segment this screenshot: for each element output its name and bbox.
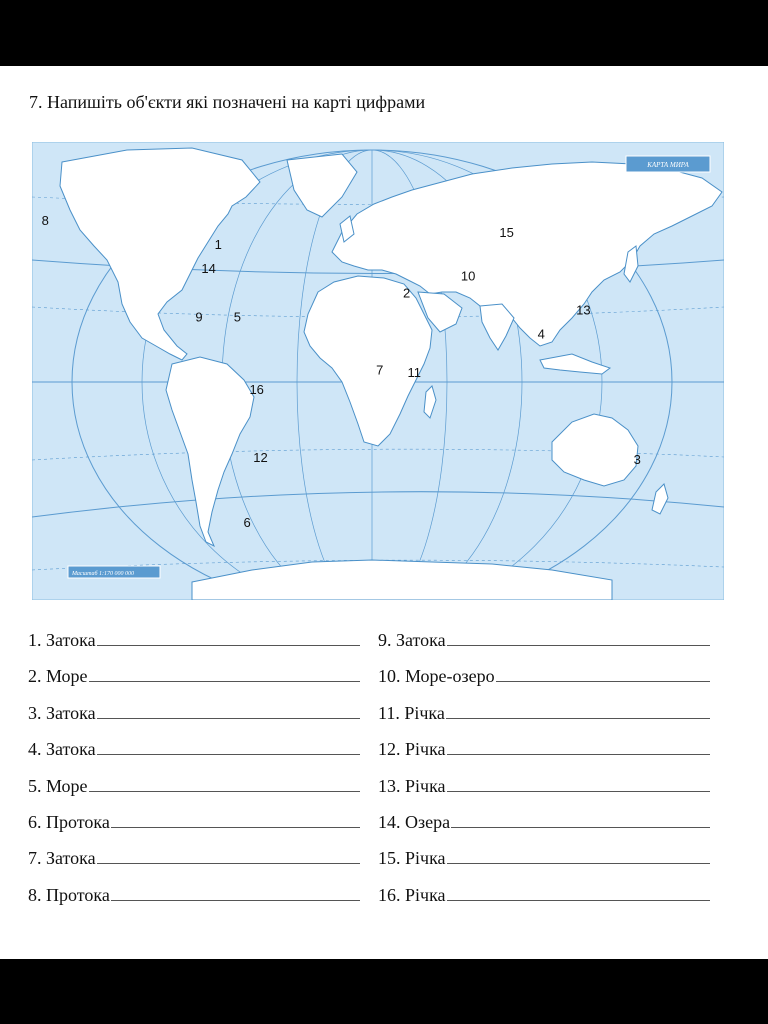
map-scale-text: Масштаб 1:170 000 000	[72, 571, 135, 577]
answer-label: 1. Затока	[28, 630, 96, 650]
answer-row	[378, 662, 710, 686]
answer-row	[28, 626, 360, 650]
answer-row	[378, 735, 710, 759]
map-marker-1: 1	[214, 237, 222, 253]
answer-row	[28, 844, 360, 868]
answer-label: 7. Затока	[28, 848, 96, 869]
map-marker-11: 11	[407, 365, 422, 381]
map-title-text: КАРТА МИРА	[647, 161, 689, 169]
answer-label: 3. Затока	[28, 702, 96, 723]
answer-blank-line[interactable]	[89, 662, 360, 682]
worksheet-page	[0, 66, 768, 959]
answer-row	[28, 662, 360, 686]
map-marker-12: 12	[253, 449, 268, 465]
answer-label: 16. Річка	[378, 884, 446, 905]
map-marker-6: 6	[243, 515, 251, 530]
answer-blank-line[interactable]	[111, 808, 360, 828]
answer-blank-line[interactable]	[89, 772, 360, 792]
map-marker-4: 4	[537, 326, 545, 342]
answer-blank-line[interactable]	[447, 881, 710, 901]
map-marker-7: 7	[376, 362, 384, 378]
answer-row	[28, 881, 360, 905]
answer-label: 8. Протока	[28, 884, 110, 905]
answer-label: 15. Річка	[378, 848, 446, 869]
answer-label: 6. Протока	[28, 812, 110, 832]
answer-row	[378, 626, 710, 650]
answer-row	[378, 808, 710, 832]
answer-row	[378, 881, 710, 905]
answer-label: 11. Річка	[378, 702, 445, 723]
answer-blank-line[interactable]	[447, 772, 710, 792]
map-marker-14: 14	[201, 261, 216, 277]
world-map	[32, 142, 724, 600]
answer-blank-line[interactable]	[97, 735, 360, 755]
answer-row	[28, 772, 360, 796]
answer-label: 2. Море	[28, 666, 88, 687]
answer-blank-line[interactable]	[97, 699, 360, 719]
answer-label: 12. Річка	[378, 739, 446, 760]
map-marker-15: 15	[499, 225, 514, 240]
map-marker-8: 8	[41, 212, 49, 228]
answer-row	[28, 808, 360, 832]
answer-row	[378, 699, 710, 723]
answer-row	[28, 735, 360, 759]
world-map-svg	[32, 142, 724, 600]
map-marker-13: 13	[576, 302, 591, 318]
map-marker-16: 16	[249, 382, 264, 398]
answer-blank-line[interactable]	[447, 844, 710, 864]
answer-label: 9. Затока	[378, 630, 446, 650]
answer-row	[378, 772, 710, 796]
answer-label: 14. Озера	[378, 812, 451, 832]
answer-blank-line[interactable]	[447, 735, 710, 755]
task-title: 7. Напишіть об'єкти які позначені на карті цифрами	[29, 92, 426, 112]
map-marker-5: 5	[233, 309, 242, 325]
answer-label: 13. Річка	[378, 775, 446, 796]
map-marker-10: 10	[460, 268, 476, 284]
answer-blank-line[interactable]	[451, 808, 710, 828]
map-marker-9: 9	[195, 309, 203, 325]
answer-blank-line[interactable]	[111, 881, 360, 901]
map-marker-3: 3	[633, 452, 641, 468]
answer-label: 5. Море	[28, 775, 88, 796]
answer-row	[378, 844, 710, 868]
answer-label: 10. Море-озеро	[378, 666, 495, 687]
answer-blank-line[interactable]	[97, 844, 360, 864]
answer-label: 4. Затока	[28, 739, 96, 760]
answer-blank-line[interactable]	[97, 626, 360, 646]
answer-blank-line[interactable]	[447, 626, 710, 646]
answer-blank-line[interactable]	[496, 662, 710, 682]
map-marker-2: 2	[402, 285, 411, 301]
answer-blank-line[interactable]	[446, 699, 710, 719]
answer-row	[28, 699, 360, 723]
